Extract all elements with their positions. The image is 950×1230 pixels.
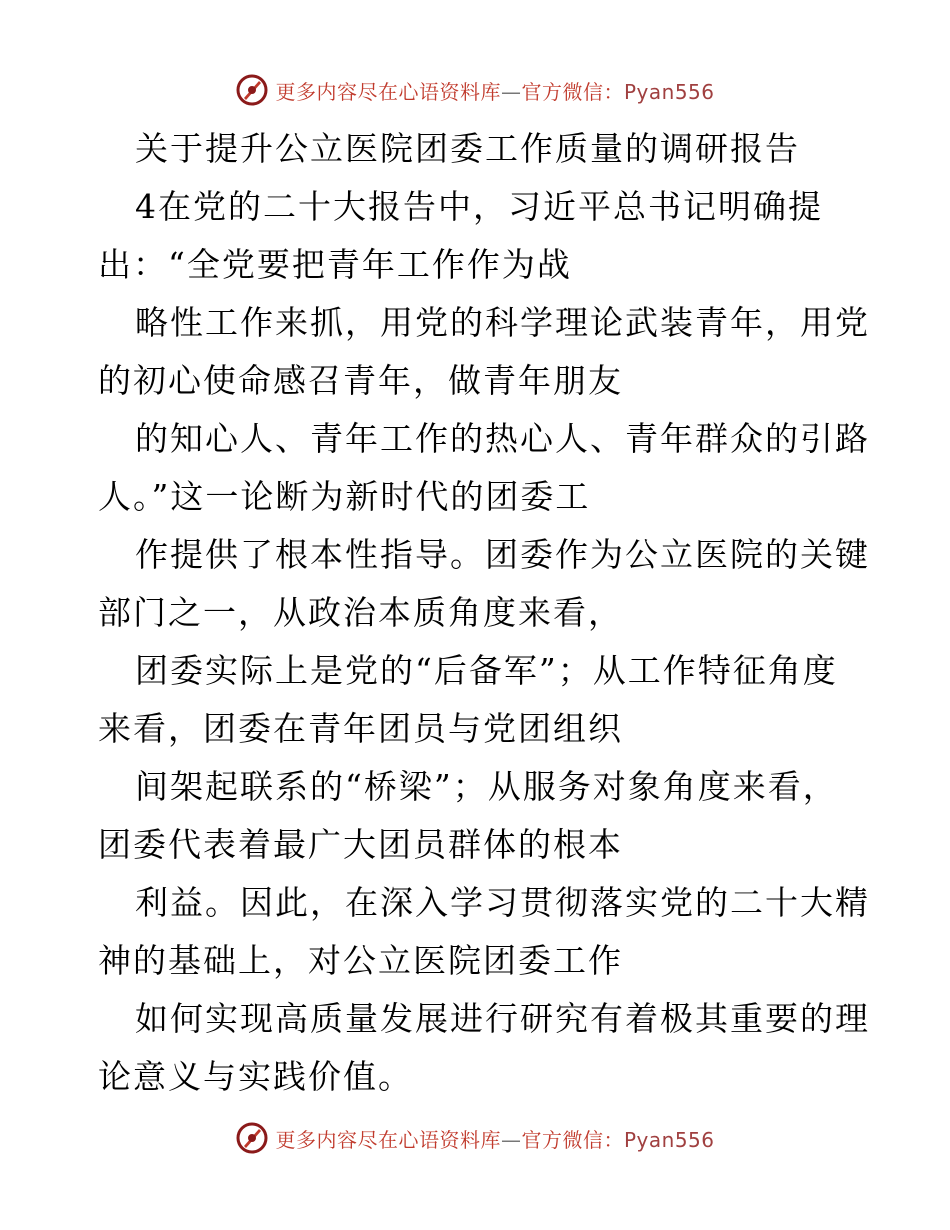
watermark-label: 官方微信： [521, 79, 624, 104]
paragraph-line: 神的基础上，对公立医院团委工作 [98, 941, 623, 980]
watermark-footer [0, 1118, 950, 1158]
document-title: 关于提升公立医院团委工作质量的调研报告 [135, 129, 800, 168]
watermark-label: 官方微信： [521, 1127, 624, 1152]
paragraph-line: 部门之一，从政治本质角度来看， [98, 593, 623, 632]
watermark-account: Pyan556 [623, 1127, 715, 1152]
watermark-separator: — [500, 1127, 522, 1152]
watermark-brand: 更多内容尽在心语资料库 [275, 1127, 501, 1152]
paragraph-line: 团委实际上是党的“后备军”；从工作特征角度 [135, 651, 838, 690]
watermark-header [0, 70, 950, 110]
paragraph-line: 间架起联系的“桥梁”；从服务对象角度来看， [135, 767, 838, 806]
watermark-account: Pyan556 [623, 79, 715, 104]
paragraph-line: 利益。因此，在深入学习贯彻落实党的二十大精 [135, 883, 870, 922]
paragraph-line: 略性工作来抓，用党的科学理论武装青年，用党 [135, 303, 870, 342]
paragraph-line: 的知心人、青年工作的热心人、青年群众的引路 [135, 419, 870, 458]
watermark-separator: — [500, 79, 522, 104]
quill-logo-icon [235, 1121, 269, 1155]
paragraph-line: 团委代表着最广大团员群体的根本 [98, 825, 623, 864]
paragraph-line: 人。”这一论断为新时代的团委工 [98, 477, 591, 516]
paragraph-line: 4在党的二十大报告中，习近平总书记明确提 [135, 187, 823, 226]
paragraph-line: 的初心使命感召青年，做青年朋友 [98, 361, 623, 400]
quill-logo-icon [235, 73, 269, 107]
watermark-text [275, 76, 714, 105]
document-body [98, 120, 870, 1106]
paragraph-line: 出：“全党要把青年工作作为战 [98, 245, 572, 284]
paragraph-line: 作提供了根本性指导。团委作为公立医院的关键 [135, 535, 870, 574]
paragraph-line: 来看，团委在青年团员与党团组织 [98, 709, 623, 748]
paragraph-line: 如何实现高质量发展进行研究有着极其重要的理 [135, 999, 870, 1038]
paragraph-line: 论意义与实践价值。 [98, 1057, 413, 1096]
watermark-brand: 更多内容尽在心语资料库 [275, 79, 501, 104]
watermark-text [275, 1124, 714, 1153]
